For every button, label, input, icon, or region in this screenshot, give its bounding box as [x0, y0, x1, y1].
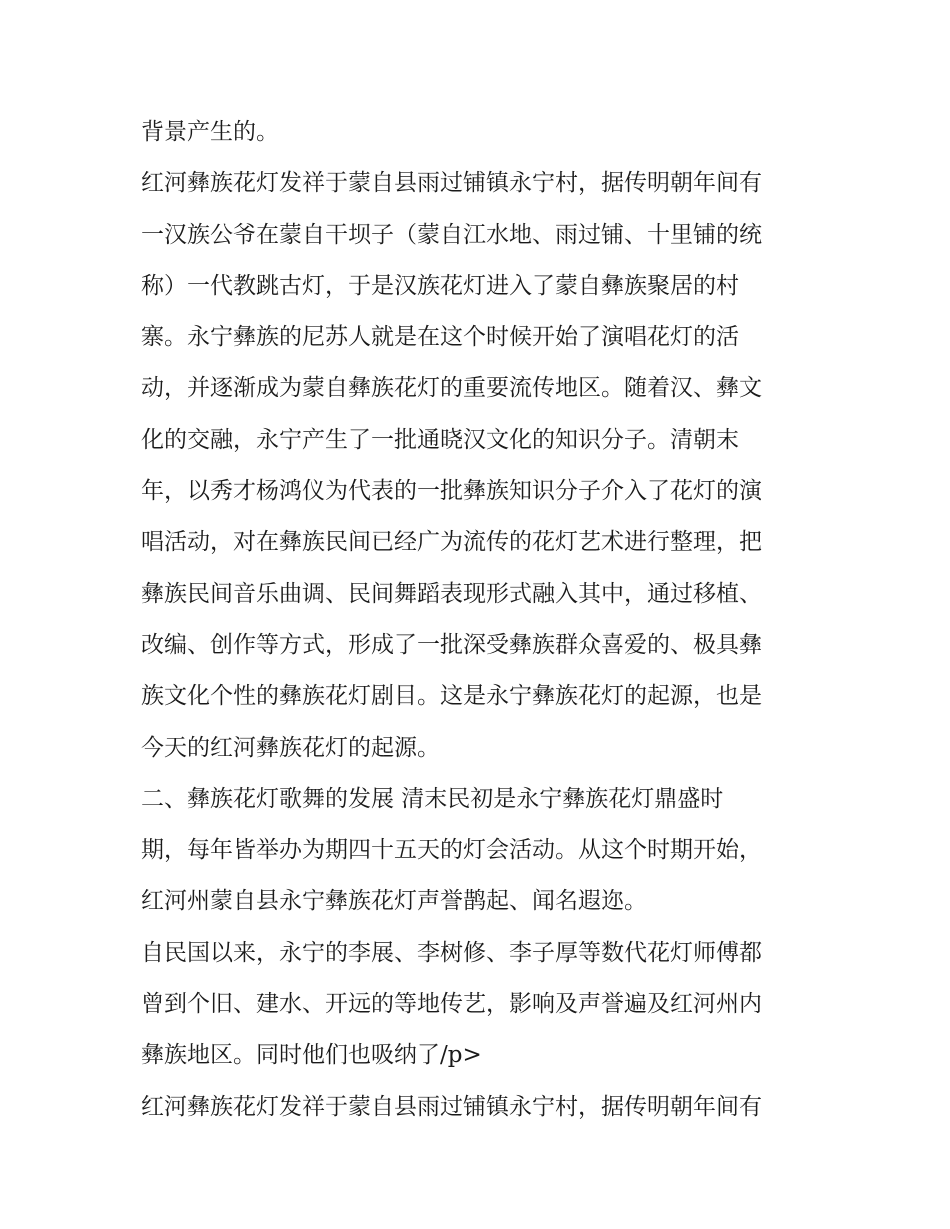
text-line: 二、彝族花灯歌舞的发展 清末民初是永宁彝族花灯鼎盛时 [141, 785, 724, 812]
text-line: 年，以秀才杨鸿仪为代表的一批彝族知识分子介入了花灯的演 [141, 478, 762, 505]
text-line: 动，并逐渐成为蒙自彝族花灯的重要流传地区。随着汉、彝文 [141, 375, 762, 402]
body-text [141, 107, 821, 1133]
text-line: 红河彝族花灯发祥于蒙自县雨过铺镇永宁村，据传明朝年间有 [141, 170, 762, 197]
text-line: 族文化个性的彝族花灯剧目。这是永宁彝族花灯的起源，也是 [141, 683, 762, 710]
text-line: 期，每年皆举办为期四十五天的灯会活动。从这个时期开始， [141, 837, 762, 864]
text-line: 红河州蒙自县永宁彝族花灯声誉鹊起、闻名遐迩。 [141, 888, 647, 915]
text-line: 唱活动，对在彝族民间已经广为流传的花灯艺术进行整理，把 [141, 529, 762, 556]
text-line: 改编、创作等方式，形成了一批深受彝族群众喜爱的、极具彝 [141, 631, 762, 658]
text-line: 今天的红河彝族花灯的起源。 [141, 734, 440, 761]
text-line: 自民国以来，永宁的李展、李树修、李子厚等数代花灯师傅都 [141, 939, 762, 966]
text-line: 彝族地区。同时他们也吸纳了/p> [141, 1042, 482, 1069]
text-line: 寨。永宁彝族的尼苏人就是在这个时候开始了演唱花灯的活 [141, 324, 739, 351]
text-line: 化的交融，永宁产生了一批通晓汉文化的知识分子。清朝末 [141, 426, 739, 453]
text-line: 一汉族公爷在蒙自干坝子（蒙自江水地、雨过铺、十里铺的统 [141, 221, 762, 248]
text-line: 彝族民间音乐曲调、民间舞蹈表现形式融入其中，通过移植、 [141, 580, 762, 607]
text-line: 红河彝族花灯发祥于蒙自县雨过铺镇永宁村，据传明朝年间有 [141, 1093, 762, 1120]
text-line: 曾到个旧、建水、开远的等地传艺，影响及声誉遍及红河州内 [141, 991, 762, 1018]
text-line: 背景产生的。 [141, 119, 279, 145]
text-line: 称）一代教跳古灯，于是汉族花灯进入了蒙自彝族聚居的村 [141, 272, 739, 299]
